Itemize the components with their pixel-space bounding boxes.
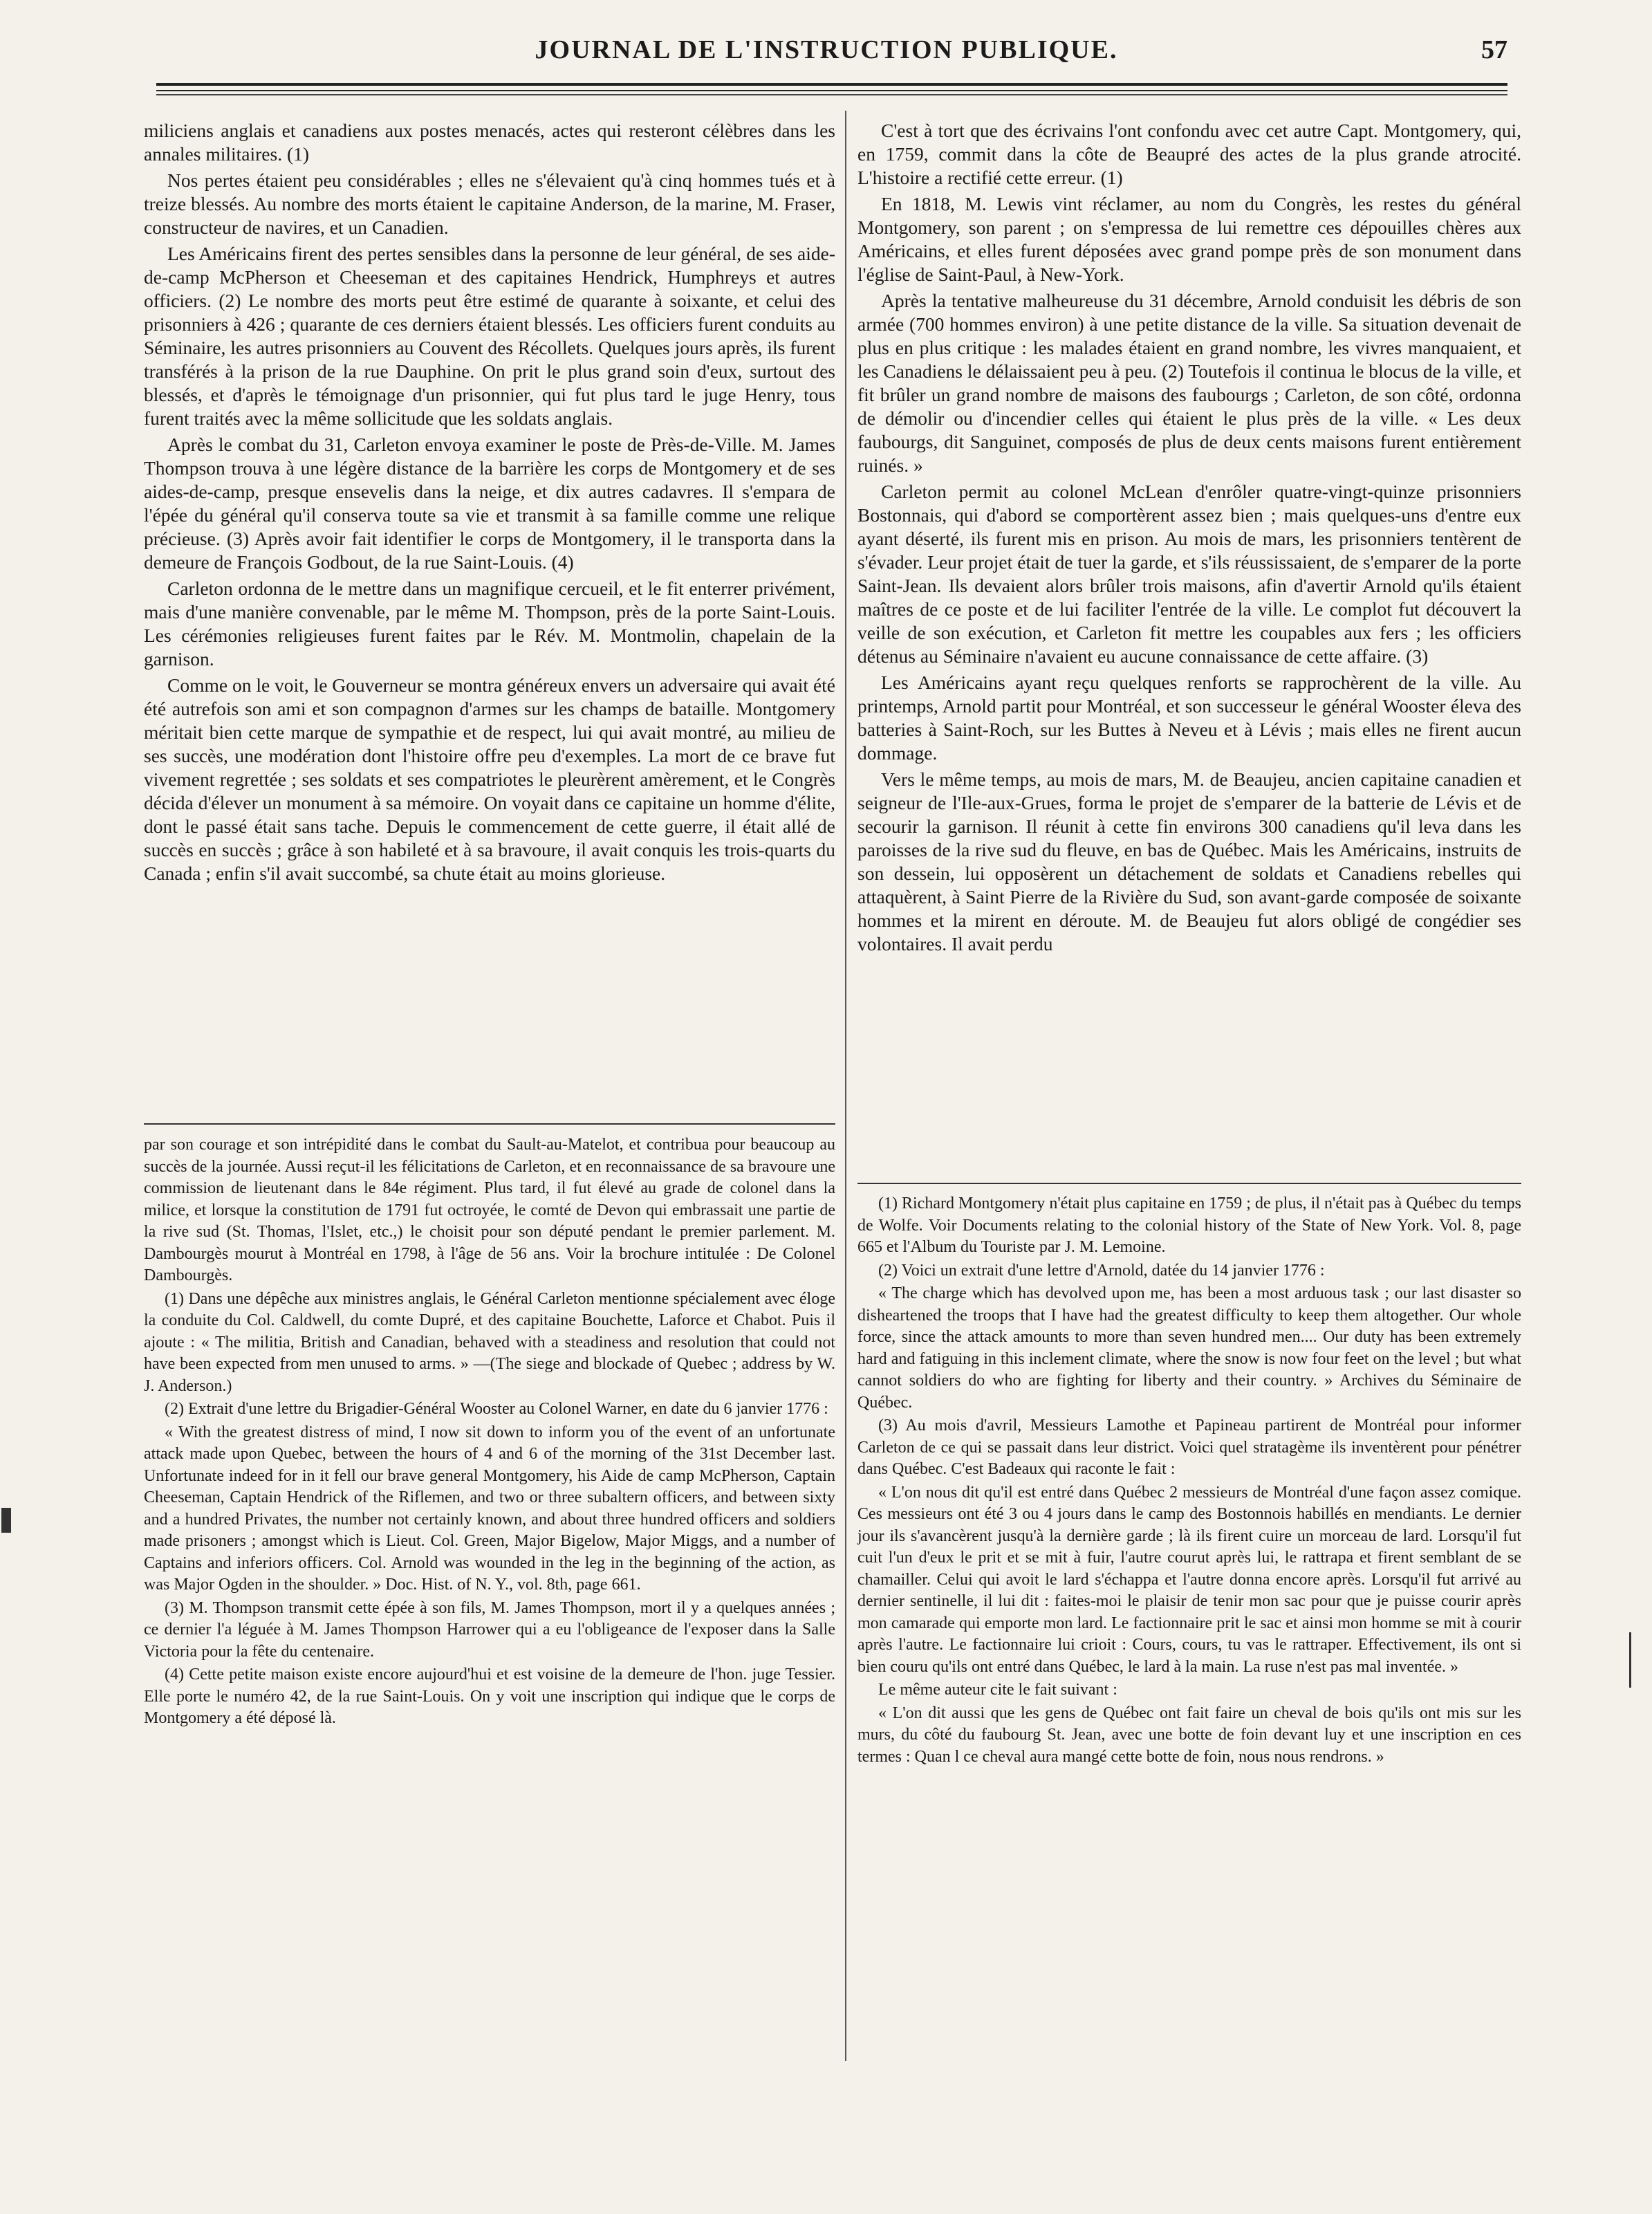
header-rule-thin-2 [156,94,1507,95]
footnote: par son courage et son intrépidité dans le combat du Sault-au-Matelot, et contribua pour beaucoup au succès de la journée. Aussi reçut-il les félicitations de Carleton, et en reconnaissance de sa bravoure une commission de lieutenant dans le 84e régiment. Plus tard, il fut élevé au grade de colonel dans la milice, et lorsque la constitution de 1791 fut octroyée, le comté de Devon qui embrassait une partie de la rive sud (St. Thomas, l'Islet, etc.,) le choisit pour son député pendant le premier parlement. M. Dambourgès mourut à Montréal en 1798, à l'âge de 56 ans. Voir la brochure intitulée : De Colonel Dambourgès. [144,1136,835,1284]
journal-title: JOURNAL DE L'INSTRUCTION PUBLIQUE. [535,35,1118,64]
footnote: « L'on dit aussi que les gens de Québec ont fait faire un cheval de bois qu'ils ont mis sur les murs, du côté du faubourg St. Jean, avec une botte de foin devant luy et une inscription en ces termes : Quan l ce cheval aura mangé cette botte de foin, nous nous rendrons. » [857,1704,1521,1766]
paragraph: Carleton permit au colonel McLean d'enrôler quatre-vingt-quinze prisonniers Bostonnais, qui d'abord se comportèrent assez bien ; mais quelques-uns d'entre eux ayant déserté, ils furent mis en prison. Au mois de mars, les prisonniers tentèrent de s'évader. Leur projet était de tuer la garde, et s'ils réussissaient, de s'emparer de la porte Saint-Jean. Ils devaient alors brûler trois maisons, afin d'avertir Arnold qu'ils étaient maîtres de ce poste et de lui faciliter l'entrée de la ville. Le complot fut découvert la veille de son exécution, et Carleton fit mettre les coupables aux fers ; les officiers détenus au Séminaire n'avaient eu aucune connaissance de cette affaire. (3) [857,481,1521,667]
left-footnotes [144,1134,835,1731]
footnote: (2) Voici un extrait d'une lettre d'Arnold, datée du 14 janvier 1776 : [878,1261,1325,1280]
paragraph: Les Américains firent des pertes sensibles dans la personne de leur général, de ses aide-de-camp McPherson et Cheeseman et des capitaines Hendrick, Humphreys et autres officiers. (2) Le nombre des morts peut être estimé de quarante à soixante, et celui des prisonniers à 426 ; quarante de ces derniers étaient blessés. Les officiers furent conduits au Séminaire, les autres prisonniers au Couvent des Récollets. Quelques jours après, ils furent transférés à la prison de la rue Dauphine. On prit le plus grand soin d'eux, surtout des blessés, et d'après le témoignage d'un prisonnier, qui fut plus tard le juge Henry, tous furent traités avec la même sollicitude que les soldats anglais. [144,243,835,429]
paragraph: Carleton ordonna de le mettre dans un magnifique cercueil, et le fit enterrer privément, mais d'une manière convenable, par le même M. Thompson, près de la porte Saint-Louis. Les cérémonies religieuses furent faites par le Rév. M. Montmolin, chapelain de la garnison. [144,578,835,670]
column-divider [845,111,846,2061]
right-footnotes [857,1193,1521,1769]
footnote: (3) Au mois d'avril, Messieurs Lamothe et Papineau partirent de Montréal pour informer Carleton de ce qui se passait dans leur district. Voici quel stratagème ils inventèrent pour pénétrer dans Québec. C'est Badeaux qui raconte le fait : [857,1417,1521,1478]
footnote: (2) Extrait d'une lettre du Brigadier-Général Wooster au Colonel Warner, en date du 6 janvier 1776 : [165,1400,828,1418]
footnote-separator-right [857,1183,1521,1184]
scan-edge-mark [1,1508,11,1533]
header-rule-thin [156,90,1507,91]
footnote: (4) Cette petite maison existe encore aujourd'hui et est voisine de la demeure de l'hon. juge Tessier. Elle porte le numéro 42, de la rue Saint-Louis. On y voit une inscription qui indique que le corps de Montgomery a été déposé là. [144,1666,835,1727]
paragraph: Après la tentative malheureuse du 31 décembre, Arnold conduisit les débris de son armée (700 hommes environ) à une petite distance de la ville. Sa situation devenait de plus en plus critique : les malades étaient en grand nombre, les vivres manquaient, et les Canadiens le délaissaient peu à peu. (2) Toutefois il continua le blocus de la ville, et fit brûler un grand nombre de maisons des faubourgs ; Carleton, de son côté, ordonna de démolir ou d'incendier celles qui étaient le plus près de la ville. « Les deux faubourgs, dit Sanguinet, composés de plus de deux cents maisons furent entièrement ruinés. » [857,290,1521,476]
header-rule-thick [156,83,1507,86]
paragraph: C'est à tort que des écrivains l'ont confondu avec cet autre Capt. Montgomery, qui, en 1759, commit dans la côte de Beaupré des actes de la plus grande atrocité. L'histoire a rectifié cette erreur. (1) [857,120,1521,188]
footnote: (1) Richard Montgomery n'était plus capitaine en 1759 ; de plus, il n'était pas à Québec du temps de Wolfe. Voir Documents relating to the colonial history of the State of New York. Vol. 8, page 665 et l'Album du Touriste par J. M. Lemoine. [857,1194,1521,1256]
right-column-body [857,119,1521,959]
paragraph: Les Américains ayant reçu quelques renforts se rapprochèrent de la ville. Au printemps, Arnold partit pour Montréal, et son successeur le général Wooster éleva des batteries à Saint-Roch, sur les Buttes à Neveu et à Lévis ; mais elles ne firent aucun dommage. [857,672,1521,764]
footnote: (1) Dans une dépêche aux ministres anglais, le Général Carleton mentionne spécialement avec éloge la conduite du Col. Caldwell, du comte Dupré, et des capitaine Bouchette, Laforce et Chabot. Puis il ajoute : « The militia, British and Canadian, behaved with a steadiness and resolution that could not have been expected from men unused to arms. » —(The siege and blockade of Quebec ; address by W. J. Anderson.) [144,1289,835,1395]
paragraph: miliciens anglais et canadiens aux postes menacés, actes qui resteront célèbres dans les annales militaires. (1) [144,120,835,165]
footnote: (3) M. Thompson transmit cette épée à son fils, M. James Thompson, mort il y a quelques années ; ce dernier l'a léguée à M. James Thompson Harrower qui a eu l'obligeance de l'exposer dans la Salle Victoria pour la fête du centenaire. [144,1598,835,1661]
footnote: « L'on nous dit qu'il est entré dans Québec 2 messieurs de Montréal d'une façon assez comique. Ces messieurs ont été 3 ou 4 jours dans le camp des Bostonnois habillés en mendiants. Le dernier jour ils s'avancèrent jusqu'à la dernière garde ; là ils firent cuire un morceau de lard. Lorsqu'il fut cuit l'un d'eux le prit et se mit à fuir, l'autre courut après lui, le rattrapa et firent semblant de se chamailler. Celui qui avoit le lard s'échappa et l'autre donna encore après. Lorsqu'il fut arrivé au dernier sentinelle, il lui dit : faites-moi le plaisir de tenir mon sac pour que je puisse courir après mon camarade qui emporte mon lard. Le factionnaire prit le sac et ainsi mon homme se mit à courir après l'autre. Le factionnaire lui crioit : Cours, cours, tu vas le rattraper. Effectivement, ils ont si bien couru qu'ils ont entré dans Québec, le lard à la main. La ruse n'est pas mal inventée. » [857,1483,1521,1676]
page-header [145,30,1507,72]
footnote: Le même auteur cite le fait suivant : [878,1681,1117,1699]
paragraph: Nos pertes étaient peu considérables ; elles ne s'élevaient qu'à cinq hommes tués et à treize blessés. Au nombre des morts étaient le capitaine Anderson, de la marine, M. Fraser, constructeur de navires, et un Canadien. [144,169,835,238]
paragraph: Vers le même temps, au mois de mars, M. de Beaujeu, ancien capitaine canadien et seigneur de l'Ile-aux-Grues, forma le projet de s'emparer de la batterie de Lévis et de secourir la garnison. Il réunit à cette fin environs 300 canadiens qu'il leva dans les paroisses de la rive sud du fleuve, en bas de Québec. Mais les Américains, instruits de son dessein, lui opposèrent un détachement de soldats et Canadiens rebelles qui attaquèrent, à Saint Pierre de la Rivière du Sud, son avant-garde composée de soixante hommes et la mirent en déroute. M. de Beaujeu fut alors obligé de congédier ses volontaires. Il avait perdu [857,768,1521,954]
left-column-body [144,119,835,888]
page-number: 57 [1481,35,1507,64]
footnote-separator-left [144,1123,835,1125]
footnote: « With the greatest distress of mind, I now sit down to inform you of the event of an unfortunate attack made upon Quebec, between the hours of 4 and 6 of the morning of the 31st December last. Unfortunate indeed for in it fell our brave general Montgomery, his Aide de camp McPherson, Captain Cheeseman, Captain Hendrick of the Riflemen, and two or three subaltern officers, and between sixty and a hundred Privates, the number not certainly known, and about three hundred officers and soldiers made prisoners ; amongst which is Lieut. Col. Green, Major Bigelow, Major Miggs, and a number of Captains and inferiors officers. Col. Arnold was wounded in the leg in the beginning of the action, as was Major Ogden in the shoulder. » Doc. Hist. of N. Y., vol. 8th, page 661. [144,1423,835,1594]
paragraph: Après le combat du 31, Carleton envoya examiner le poste de Près-de-Ville. M. James Thompson trouva à une légère distance de la barrière les corps de Montgomery et de ses aides-de-camp, presque ensevelis dans la neige, et dix autres cadavres. Il s'empara de l'épée du général qu'il conserva toute sa vie et transmit à sa famille comme une relique précieuse. (3) Après avoir fait identifier le corps de Montgomery, il le transporta dans la demeure de François Godbout, de la rue Saint-Louis. (4) [144,434,835,573]
footnote: « The charge which has devolved upon me, has been a most arduous task ; our last disaster so disheartened the troops that I have had the greatest difficulty to keep them altogether. Our whole force, since the attack amounts to more than seven hundred men.... Our duty has been extremely hard and fatiguing in this inclement climate, where the snow is now four feet on the level ; but what cannot soldiers do who are fighting for liberty and their country. » Archives du Séminaire de Québec. [857,1284,1521,1412]
paragraph: Comme on le voit, le Gouverneur se montra généreux envers un adversaire qui avait été été autrefois son ami et son compagnon d'armes sur les champs de bataille. Montgomery méritait bien cette marque de sympathie et de respect, lui qui avait montré, au milieu de ses succès, une modération dont l'histoire offre peu d'exemples. La mort de ce brave fut vivement regrettée ; ses soldats et ses compatriotes le pleurèrent amèrement, et le Congrès décida d'élever un monument à sa mémoire. On voyait dans ce capitaine un homme d'élite, dont le passé était sans tache. Depuis le commencement de cette guerre, il était allé de succès en succès ; grâce à son habileté et à sa bravoure, il avait conquis les trois-quarts du Canada ; enfin s'il avait succombé, sa chute était au moins glorieuse. [144,674,835,884]
paragraph: En 1818, M. Lewis vint réclamer, au nom du Congrès, les restes du général Montgomery, son parent ; on s'empressa de lui remettre ces dépouilles chères aux Américains, et elles furent déposées avec grand pompe près de son monument dans l'église de Saint-Paul, à New-York. [857,193,1521,285]
scan-edge-mark [1629,1632,1631,1688]
